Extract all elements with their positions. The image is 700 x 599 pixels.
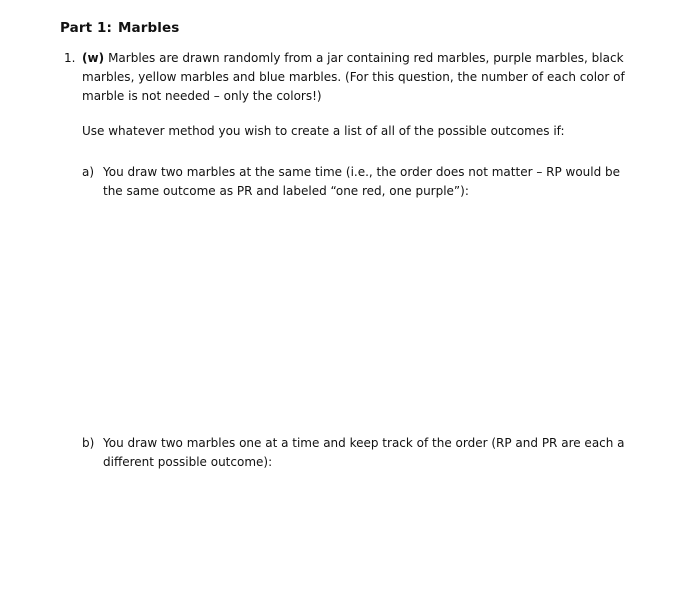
question-number: 1. bbox=[64, 51, 76, 65]
part-label: Part 1: bbox=[60, 20, 112, 36]
question-instruction: Use whatever method you wish to create a list of all of the possible outcomes if: bbox=[82, 124, 565, 138]
question-text-block bbox=[82, 49, 642, 106]
sub-question-b-letter: b) bbox=[82, 436, 95, 450]
part-heading bbox=[60, 20, 179, 36]
question-tag: (w) bbox=[82, 51, 105, 65]
sub-question-a-text: You draw two marbles at the same time (i.e., the order does not matter – RP would be the same outcome as PR and labeled “one red, one purple”): bbox=[103, 165, 621, 198]
question-text: Marbles are drawn randomly from a jar containing red marbles, purple marbles, black marbles, yellow marbles and blue marbles. (For this question, the number of each color of marble is not needed – only the colors!) bbox=[82, 51, 625, 103]
part-title: Marbles bbox=[117, 20, 180, 36]
sub-question-b-text: You draw two marbles one at a time and keep track of the order (RP and PR are each a different possible outcome): bbox=[103, 436, 625, 469]
sub-question-a-letter: a) bbox=[82, 165, 95, 179]
